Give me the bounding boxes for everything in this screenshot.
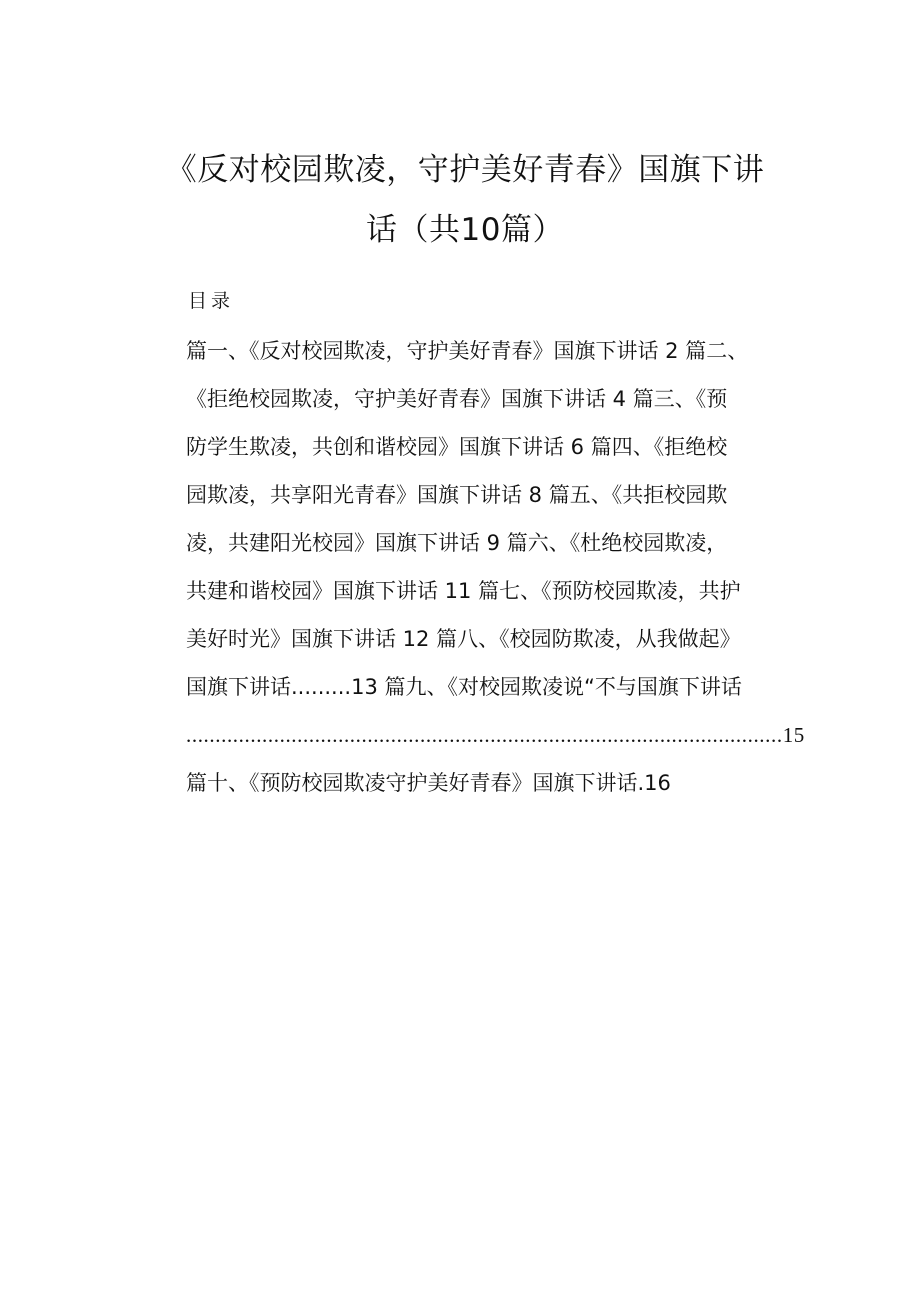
document-title-line-2: 话（共10篇）: [366, 212, 564, 248]
toc-line: 篇一、《反对校园欺凌，守护美好青春》国旗下讲话 2 篇二、: [186, 339, 749, 363]
toc-line: 凌，共建阳光校园》国旗下讲话 9 篇六、《杜绝校园欺凌，: [186, 531, 728, 555]
toc-line: 美好时光》国旗下讲话 12 篇八、《校园防欺凌，从我做起》: [186, 627, 741, 651]
toc-line: 防学生欺凌，共创和谐校园》国旗下讲话 6 篇四、《拒绝校: [186, 435, 728, 459]
toc-line: 园欺凌，共享阳光青春》国旗下讲话 8 篇五、《共拒校园欺: [186, 483, 728, 507]
toc-line: 《拒绝校园欺凌，守护美好青春》国旗下讲话 4 篇三、《预: [186, 387, 728, 411]
toc-leader-line: ......................................................................................................15: [186, 723, 805, 747]
toc-line: 共建和谐校园》国旗下讲话 11 篇七、《预防校园欺凌，共护: [186, 579, 741, 603]
document-title-line-1: 《反对校园欺凌，守护美好青春》国旗下讲: [165, 152, 765, 188]
toc-line: 国旗下讲话.........13 篇九、《对校园欺凌说“不与国旗下讲话: [186, 675, 742, 699]
toc-line: 篇十、《预防校园欺凌守护美好青春》国旗下讲话.16: [186, 771, 671, 795]
toc-heading: 目录: [188, 290, 235, 312]
